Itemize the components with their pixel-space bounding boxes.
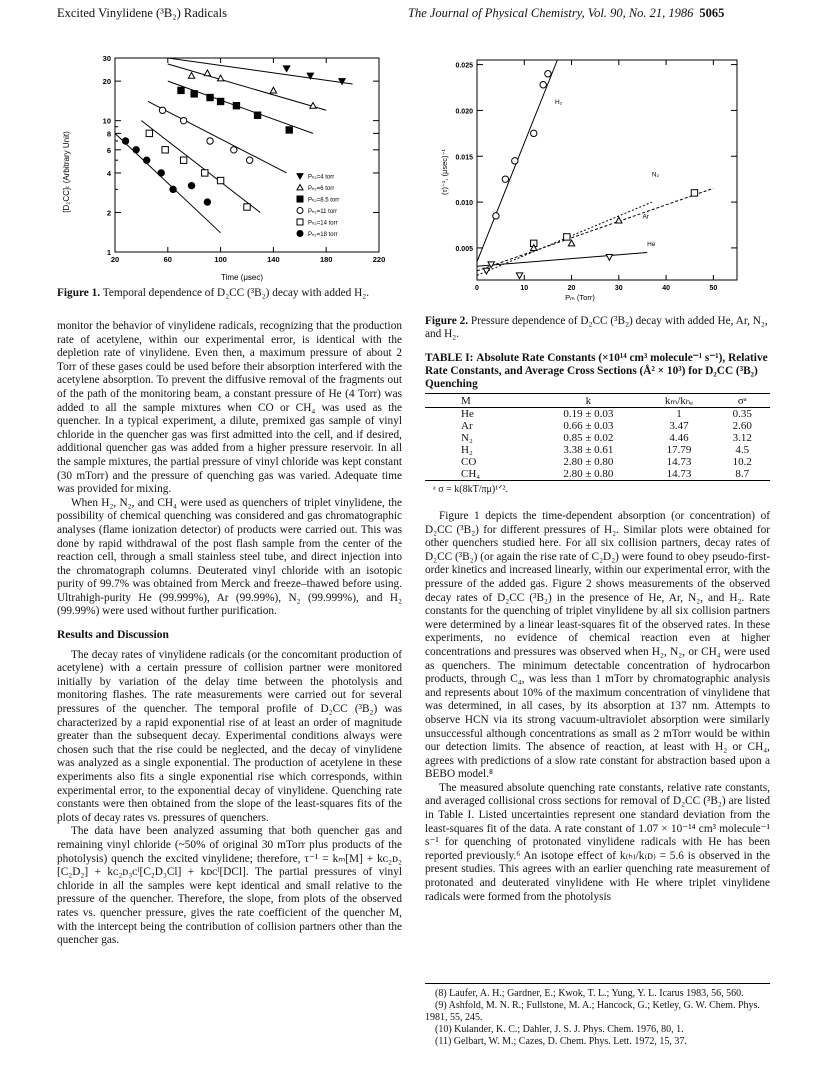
fig2-caption-text: Pressure dependence of D₂CC (³B₂) decay with added He, Ar, N₂, and H₂. <box>425 315 768 341</box>
fig2-data-point <box>483 268 489 274</box>
fig1-caption-label: Figure 1. <box>57 287 101 299</box>
running-header-left: Excited Vinylidene (³B₂) Radicals <box>57 6 227 20</box>
fig2-y-tick-label: 0.020 <box>455 108 473 116</box>
fig1-y-tick-label: 1 <box>106 248 111 257</box>
fig1-legend-label: Pₕ₂=18 torr <box>308 232 338 238</box>
table-cell: 10.2 <box>732 456 752 468</box>
left-column-text <box>57 320 402 948</box>
paragraph: The decay rates of vinylidene radicals (or the concomitant production of acetylene) with a certain pressure of collision partner were monitored initially by variation of the delay time between the photolysis and monitoring flashes. The rate measurements were carried out for several pressures of the quencher. The temporal profile of D₂CC (³B₂) was characterized by a rapid exponential rise of at least an order of magnitude greater than the subsequent decay. Experimental conditions always were chosen such that the rise could be neglected, and the decay of vinylidene was analyzed as a single exponential. The production of acetylene in these experiments also fits a single exponential rise which corresponds, within experimental error, to the exponential decay of vinylidene. Quenching rate constants were then obtained from the slope of the least-squares fits of the plots of decay rates vs. pressures of quenchers. <box>57 648 402 824</box>
fig2-fit-line <box>477 253 647 267</box>
table-row <box>425 408 770 421</box>
fig1-x-axis-label: Time (μsec) <box>220 273 264 282</box>
fig2-x-tick-label: 40 <box>662 285 670 292</box>
fig2-data-point <box>540 82 546 88</box>
fig1-data-point <box>254 112 260 118</box>
table-row <box>425 432 770 444</box>
reference-item: (11) Gelbart, W. M.; Cazes, D. Chem. Phys. Lett. 1972, 15, 37. <box>435 1036 687 1047</box>
fig1-x-tick-label: 20 <box>110 255 120 264</box>
fig2-plot-frame <box>477 60 737 280</box>
fig2-line-label: N₂ <box>651 171 660 179</box>
fig2-data-point <box>502 176 508 182</box>
fig2-x-tick-label: 0 <box>475 285 479 292</box>
fig1-fit-line <box>168 58 353 84</box>
table-1-label: TABLE I: <box>425 352 474 364</box>
fig1-x-tick-label: 100 <box>214 255 227 264</box>
table-cell: 8.7 <box>735 468 750 480</box>
fig1-data-point <box>188 72 194 78</box>
fig2-line-label: He <box>647 241 656 249</box>
journal-citation: The Journal of Physical Chemistry, Vol. 90, No. 21, 1986 <box>408 6 694 20</box>
fig1-y-tick-label: 2 <box>106 208 111 218</box>
fig1-legend-marker <box>297 219 303 225</box>
table-cell: 4.5 <box>735 444 750 456</box>
fig1-data-point <box>133 147 139 153</box>
paragraph: monitor the behavior of vinylidene radicals, recognizing that the production rate of acetylene, within our experimental error, is identical with the depletion rate of vinylidene. Even then, a maximum pressure of about 2 Torr of these gases could be used before their absorption interfered with the acetylene absorption. To prevent the diffusive removal of the fragments out of the path of the monitoring beam, a constant pressure of He (4 Torr) was added to all the sample mixtures when CO or CH₄ was used as the quencher. In a typical experiment, a dilute, premixed gas sample of vinyl chloride in the quencher gas was first admitted into the cell, and if desired, additional quencher gas was added from a higher pressure reservoir. In all the sample mixtures, the partial pressure of vinyl chloride was kept constant (30 mTorr) and the pressure of quenching gas was varied. Adequate time was provided for mixing. <box>57 320 402 496</box>
table-header: k <box>585 394 592 407</box>
table-row <box>425 444 770 456</box>
section-heading: Results and Discussion <box>57 629 169 642</box>
fig2-x-tick-label: 10 <box>520 285 529 292</box>
fig1-data-point <box>178 87 184 93</box>
fig1-data-point <box>217 75 223 81</box>
fig2-x-axis-label: Pₘ (Torr) <box>565 293 595 302</box>
fig1-legend-marker <box>297 196 303 202</box>
table-cell: 2.60 <box>732 420 752 432</box>
fig1-x-tick-label: 140 <box>267 255 280 264</box>
fig1-y-tick-label: 4 <box>106 168 111 178</box>
fig1-y-tick-label: 20 <box>102 77 111 87</box>
fig2-data-point <box>606 255 612 261</box>
table-cell: 0.35 <box>732 408 752 420</box>
fig1-data-point <box>191 91 197 97</box>
table-cell: 0.19 ± 0.03 <box>563 408 614 420</box>
fig2-x-tick-label: 20 <box>567 285 576 292</box>
fig1-legend-label: Pₕ₂=6 torr <box>308 186 335 192</box>
figure-1-caption <box>57 287 402 300</box>
table-footnote: ᵃ σ = k(8kT/πμ)¹ᐟ². <box>433 484 508 495</box>
fig1-data-point <box>283 66 289 72</box>
paragraph: Figure 1 depicts the time-dependent absorption (or concentration) of D₂CC (³B₂) for different pressures of H₂. Similar plots were obtained for other quenchers studied here. For all six collision partners, decay rates of D₂CC (³B₂) (or again the rise rate of C₂D₂) were found to obey pseudo-first-order kinetics and increased linearly, within our experimental error, with the pressure of the added gas. Figure 2 shows measurements of the observed decay rates of D₂CC (³B₂) in the presence of He, Ar, N₂, and H₂. Rate constants for the quenching of triplet vinylidene by all six collision partners were determined by a linear least-squares fit of the observed rates. In these experiments, no evidence of chemical reaction even at higher concentrations and pressures was observed when H₂, N₂, or CH₄ were used as quenchers. The minimum detectable concentration of hydrocarbon products, through C₄, was less than 1 mTorr by chromatographic analysis and represents about 10% of the maximum concentration of vinylidene that was determined, in all cases, by its absorption at 137 nm. Attempts to observe HCN via its strong vacuum-ultraviolet absorption were similarly unsuccessful although concentrations as small as 2 mTorr would be within our detection limits. The absence of reaction, at least with H₂ or CH₄, agrees with predictions of a slow rate constant for abstraction based upon a BEBO model.⁸ <box>425 510 770 781</box>
figure-1-chart <box>57 52 397 284</box>
fig1-legend-label: Pₕ₂=14 torr <box>308 220 338 227</box>
fig2-y-tick-label: 0.015 <box>455 154 473 162</box>
fig1-y-axis-label: [D₂CC]ₜ (Arbitrary Unit) <box>62 131 71 213</box>
fig1-legend-marker <box>297 174 303 179</box>
fig2-line-label: H₂ <box>555 99 563 106</box>
table-row <box>425 468 770 481</box>
fig1-data-point <box>339 79 345 85</box>
table-row <box>425 456 770 468</box>
references <box>425 988 770 1048</box>
table-1-title <box>425 352 770 392</box>
fig1-data-point <box>143 157 149 163</box>
fig1-y-tick-label: 6 <box>106 145 111 155</box>
fig1-fit-line <box>168 64 326 110</box>
fig2-data-point <box>568 240 574 246</box>
fig1-data-point <box>207 138 213 144</box>
fig1-data-point <box>217 98 223 104</box>
fig1-data-point <box>233 102 239 108</box>
table-header: M <box>461 394 471 407</box>
fig1-data-point <box>188 182 194 188</box>
fig1-data-point <box>158 170 164 176</box>
fig2-caption-label: Figure 2. <box>425 315 469 327</box>
table-cell: 2.80 ± 0.80 <box>563 456 614 468</box>
fig1-legend-marker <box>297 208 303 214</box>
right-column-text <box>425 510 770 904</box>
fig1-data-point <box>122 138 128 144</box>
paragraph: The data have been analyzed assuming that both quencher gas and remaining vinyl chloride (~50% of original 30 mTorr plus products of the photolysis) quench the excited vinylidene; therefore, τ⁻¹ = kₘ[M] + kᴄ₂ᴅ₂ [C₂D₂] + kᴄ₂ᴅ₃ᴄˡ[C₂D₃Cl] + kᴅᴄˡ[DCl]. The partial pressures of vinyl chloride in all the samples were kept identical and small relative to the pressure of the quencher. Therefore, the slope, from plots of the observed rates vs. quencher pressure, gives the rate coefficient of the quencher M, with the intercept being the contribution of collision partners other than the quencher gas. <box>57 825 402 947</box>
table-cell: 17.79 <box>666 444 692 456</box>
fig1-data-point <box>217 177 223 183</box>
table-cell: 0.66 ± 0.03 <box>563 420 614 432</box>
table-cell: 14.73 <box>666 456 692 468</box>
table-cell: 14.73 <box>666 468 692 480</box>
fig1-data-point <box>270 87 276 93</box>
reference-item: (9) Ashfold, M. N. R.; Fullstone, M. A.; Hancock, G.; Ketley, G. W. Chem. Phys. 1981, 55, 245. <box>425 1000 760 1023</box>
fig1-legend-label: Pₕ₂=4 torr <box>308 174 335 181</box>
table-cell: N₂ <box>461 432 473 444</box>
table-cell: 3.38 ± 0.61 <box>563 444 614 456</box>
table-cell: 1 <box>676 408 682 420</box>
fig2-data-point <box>691 190 697 196</box>
fig2-x-tick-label: 50 <box>709 285 718 292</box>
fig1-data-point <box>202 170 208 176</box>
fig1-data-point <box>231 147 237 153</box>
fig2-y-axis-label: (τ)⁻¹, (μsec)⁻¹ <box>440 148 449 196</box>
table-header: σᵃ <box>737 394 747 407</box>
paragraph: The measured absolute quenching rate constants, relative rate constants, and averaged collisional cross sections for removal of D₂CC (³B₂) are listed in Table I. Listed uncertainties represent one standard deviation from the least-squares fit of the data. A rate constant of 1.07 × 10⁻¹⁴ cm³ molecule⁻¹ s⁻¹ for quenching of protonated vinylidene radicals with He has been reported previously.⁶ An isotope effect of k₍ₕ₎/k₍ᴅ₎ = 5.6 is observed in the present studies. This agrees with an earlier quenching rate measurement of protonated and deuterated vinylidene with He where triplet vinylidene radicals were formed from the photolysis <box>425 781 770 903</box>
fig2-y-tick-label: 0.010 <box>455 200 473 208</box>
fig1-data-point <box>180 157 186 163</box>
fig1-y-tick-label: 10 <box>102 116 111 126</box>
fig2-data-point <box>564 234 570 240</box>
fig1-y-tick-label: 30 <box>102 54 111 63</box>
fig2-data-point <box>516 273 522 279</box>
paragraph: When H₂, N₂, and CH₄ were used as quenchers of triplet vinylidene, the possibility of chemical quenching was considered and gas chromatographic analyses (flame ionization detector) of products were carried out. This was done by rapid withdrawal of the post flash sample from the center of the reaction cell, through a small stainless steel tube, and direct injection into the chromatograph columns. Deuterated vinyl chloride with an isotopic purity of 99.7% was obtained from Merck and freeze–thawed before using. Ultrahigh-purity He (99.999%), Ar (99.99%), N₂ (99.999%), and H₂ (99.99%) were used without further purification. <box>57 496 402 618</box>
fig1-legend-label: Pₕ₂=11 torr <box>308 209 338 215</box>
fig1-fit-line <box>141 121 260 213</box>
fig1-data-point <box>244 204 250 210</box>
fig2-line-label: Ar <box>642 213 649 221</box>
fig2-data-point <box>493 213 499 219</box>
fig1-data-point <box>204 199 210 205</box>
table-cell: 2.80 ± 0.80 <box>563 468 614 480</box>
table-cell: CO <box>461 456 477 468</box>
fig2-y-tick-label: 0.005 <box>455 245 473 253</box>
table-cell: 0.85 ± 0.02 <box>563 432 614 444</box>
table-cell: Ar <box>461 420 473 432</box>
table-cell: 3.12 <box>732 432 752 444</box>
fig1-data-point <box>207 94 213 100</box>
fig2-data-point <box>545 71 551 77</box>
fig2-data-point <box>531 130 537 136</box>
fig1-y-tick-label: 8 <box>106 129 111 139</box>
fig1-data-point <box>170 186 176 192</box>
reference-item: (8) Laufer, A. H.; Gardner, E.; Kwok, T. L.; Yung, Y. L. Icarus 1983, 56, 560. <box>435 988 744 999</box>
fig2-data-point <box>512 158 518 164</box>
fig1-data-point <box>159 107 165 113</box>
table-row <box>425 420 770 432</box>
table-cell: He <box>461 408 474 420</box>
fig1-caption-text: Temporal dependence of D₂CC (³B₂) decay with added H₂. <box>102 287 370 299</box>
reference-divider <box>425 983 770 984</box>
table-cell: CH₄ <box>461 468 481 480</box>
table-1-title-text: Absolute Rate Constants (×10¹⁴ cm³ molecule⁻¹ s⁻¹), Relative Rate Constants, and Average Cross Sections (Å² × 10³) for D₂CC (³B₂) Quenching <box>425 352 768 391</box>
fig2-y-tick-label: 0.025 <box>455 62 473 70</box>
reference-item: (10) Kulander, K. C.; Dahler, J. S. J. Phys. Chem. 1976, 80, 1. <box>435 1024 684 1035</box>
running-header-right <box>408 6 768 21</box>
table-cell: 3.47 <box>669 420 689 432</box>
figure-2-chart <box>425 52 750 304</box>
fig1-data-point <box>204 70 210 76</box>
fig1-fit-line <box>168 81 313 133</box>
fig1-data-point <box>180 117 186 123</box>
fig1-data-point <box>146 130 152 136</box>
figure-2-caption <box>425 315 770 341</box>
fig1-legend-marker <box>297 185 303 190</box>
fig1-legend-label: Pₕ₂=8.5 torr <box>308 197 340 204</box>
fig1-x-tick-label: 60 <box>163 255 172 264</box>
fig1-data-point <box>246 157 252 163</box>
fig1-data-point <box>286 127 292 133</box>
table-cell: H₂ <box>461 444 473 456</box>
page-number: 5065 <box>699 6 725 20</box>
fig1-x-tick-label: 220 <box>372 255 386 264</box>
fig2-x-tick-label: 30 <box>614 285 623 292</box>
table-header: kₘ/kₕₑ <box>664 395 694 407</box>
table-1 <box>425 393 770 495</box>
fig1-legend-marker <box>297 231 303 237</box>
fig1-fit-line <box>148 101 287 172</box>
fig1-data-point <box>162 147 168 153</box>
fig2-fit-line <box>477 188 713 270</box>
fig1-x-tick-label: 180 <box>319 255 333 264</box>
table-cell: 4.46 <box>669 432 689 444</box>
